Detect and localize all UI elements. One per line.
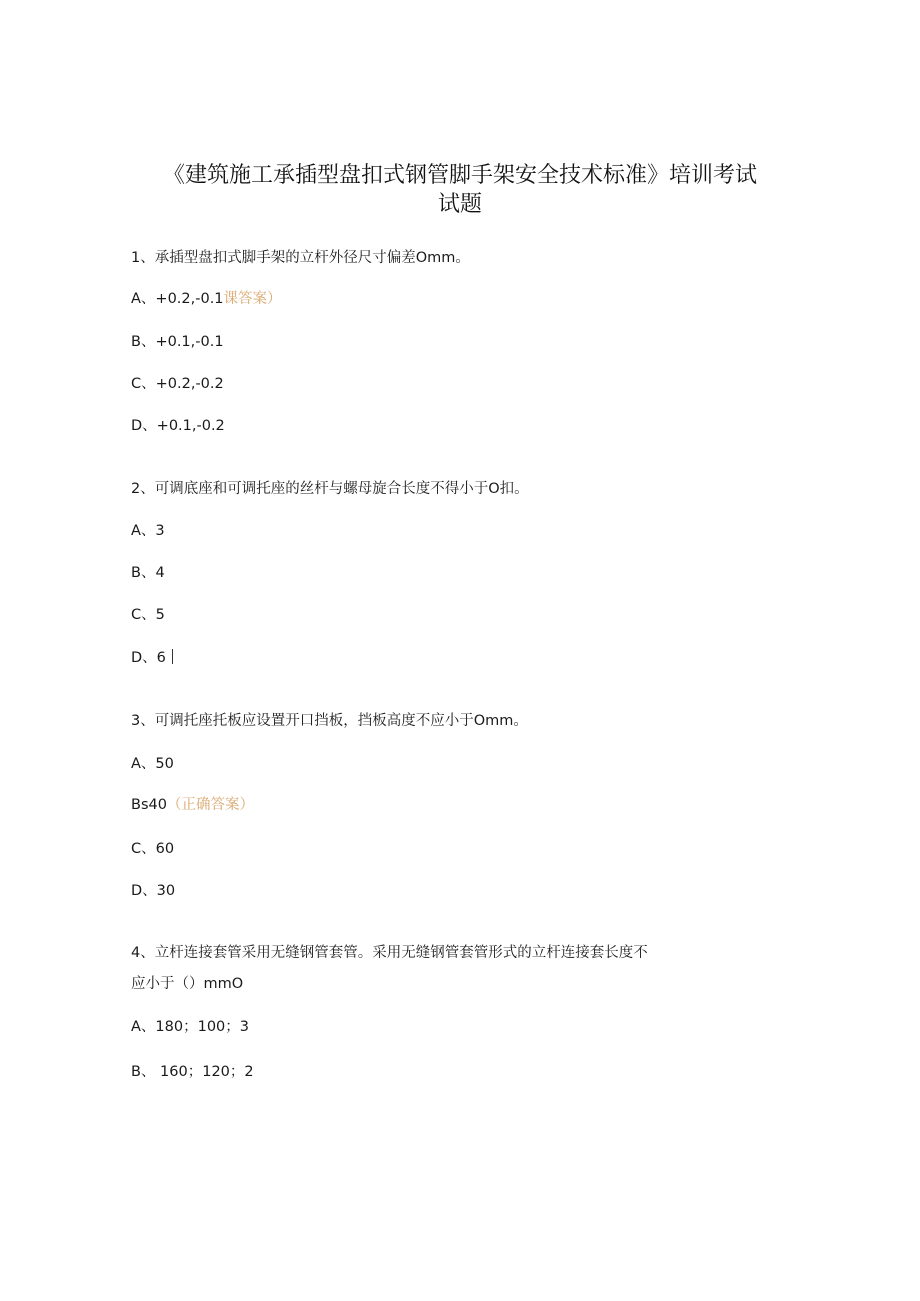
option-label: Bs40 <box>131 797 167 813</box>
question-1-option-a <box>131 289 282 309</box>
question-1-option-d: D、+0.1,-0.2 <box>131 418 225 434</box>
answer-note: （正确答案） <box>166 797 254 813</box>
text-cursor-mark <box>172 649 173 664</box>
option-label: A、+0.2,-0.1 <box>131 291 224 307</box>
question-1-text: 1、承插型盘扣式脚手架的立杆外径尺寸偏差Omm。 <box>131 250 470 266</box>
document-title: 《建筑施工承插型盘扣式钢管脚手架安全技术标准》培训考试 <box>162 163 757 188</box>
question-2-option-b: B、4 <box>131 565 165 581</box>
question-2-option-d <box>131 648 173 668</box>
question-4-option-b: B、 160；120；2 <box>131 1064 254 1080</box>
question-2-option-c: C、5 <box>131 607 165 623</box>
document-title-continued: 试题 <box>437 192 482 217</box>
question-3-text: 3、可调托座托板应设置开口挡板，挡板高度不应小于Omm。 <box>131 713 528 729</box>
question-1-option-b: B、+0.1,-0.1 <box>131 334 224 350</box>
question-3-option-b <box>131 795 254 815</box>
option-label: D、6 <box>131 650 166 666</box>
question-1-option-c: C、+0.2,-0.2 <box>131 376 224 392</box>
answer-note: 课答案） <box>223 291 282 307</box>
question-4-text-continued: 应小于（）mmO <box>131 976 244 992</box>
question-4-option-a: A、180；100；3 <box>131 1019 249 1035</box>
question-3-option-c: C、60 <box>131 841 175 857</box>
question-4-text: 4、立杆连接套管采用无缝钢管套管。采用无缝钢管套管形式的立杆连接套长度不 <box>131 945 648 961</box>
question-2-option-a: A、3 <box>131 523 165 539</box>
question-2-text: 2、可调底座和可调托座的丝杆与螺母旋合长度不得小于O扣。 <box>131 481 529 497</box>
question-3-option-d: D、30 <box>131 883 176 899</box>
question-3-option-a: A、50 <box>131 756 174 772</box>
